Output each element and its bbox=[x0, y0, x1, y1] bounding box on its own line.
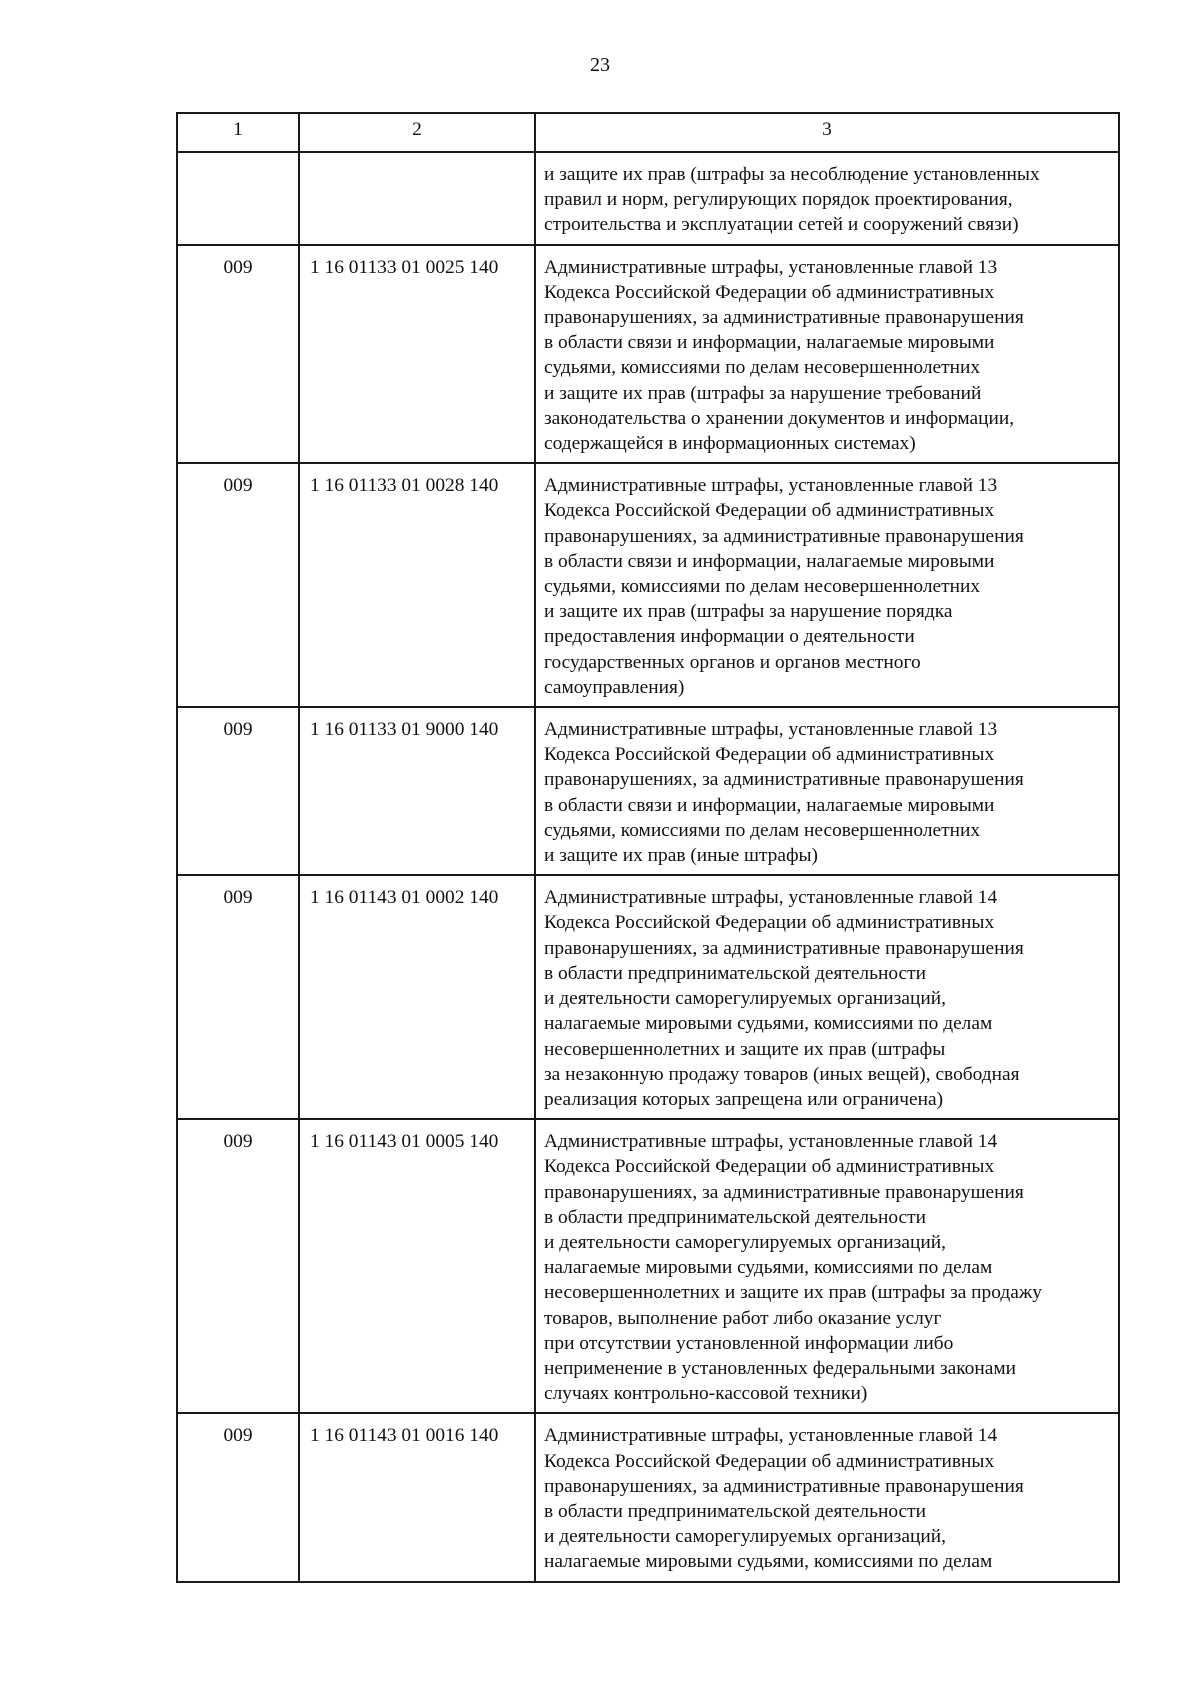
description-cell bbox=[535, 1413, 1119, 1581]
column-header-2: 2 bbox=[299, 113, 535, 152]
description-line: и деятельности саморегулируемых организаций, bbox=[544, 988, 946, 1010]
description-line: предоставления информации о деятельности bbox=[544, 626, 915, 648]
admin-code-cell: 009 bbox=[177, 1413, 299, 1581]
description-line: правонарушениях, за административные правонарушения bbox=[544, 937, 1024, 959]
kbk-code-cell bbox=[299, 152, 535, 245]
description-line: судьями, комиссиями по делам несовершеннолетних bbox=[544, 576, 981, 598]
table-row bbox=[177, 463, 1119, 707]
table-header-row bbox=[177, 113, 1119, 152]
description-line: самоуправления) bbox=[544, 676, 685, 698]
description-line: государственных органов и органов местного bbox=[544, 651, 921, 673]
description-line: в области связи и информации, налагаемые мировыми bbox=[544, 550, 995, 572]
description-line: несовершеннолетних и защите их прав (штрафы bbox=[544, 1038, 946, 1060]
description-line: и защите их прав (штрафы за нарушение требований bbox=[544, 382, 982, 404]
table-body bbox=[177, 152, 1119, 1582]
admin-code-cell: 009 bbox=[177, 1119, 299, 1413]
description-line: Кодекса Российской Федерации об административных bbox=[544, 1156, 995, 1178]
description-line: и деятельности саморегулируемых организаций, bbox=[544, 1231, 946, 1253]
description-line: и защите их прав (иные штрафы) bbox=[544, 845, 819, 867]
description-line: неприменение в установленных федеральными законами bbox=[544, 1357, 1017, 1379]
description-cell bbox=[535, 875, 1119, 1119]
table-row bbox=[177, 152, 1119, 245]
admin-code-cell: 009 bbox=[177, 875, 299, 1119]
description-line: правил и норм, регулирующих порядок проектирования, bbox=[544, 189, 1013, 211]
description-line: правонарушениях, за административные правонарушения bbox=[544, 307, 1024, 329]
description-line: правонарушениях, за административные правонарушения bbox=[544, 1475, 1024, 1497]
description-line: правонарушениях, за административные правонарушения bbox=[544, 1181, 1024, 1203]
kbk-code-cell: 1 16 01143 01 0016 140 bbox=[299, 1413, 535, 1581]
description-line: в области предпринимательской деятельности bbox=[544, 1206, 926, 1228]
description-line: строительства и эксплуатации сетей и сооружений связи) bbox=[544, 214, 1019, 236]
table-row bbox=[177, 707, 1119, 875]
description-line: Административные штрафы, установленные главой 14 bbox=[544, 887, 998, 909]
description-line: правонарушениях, за административные правонарушения bbox=[544, 769, 1024, 791]
description-line: в области связи и информации, налагаемые мировыми bbox=[544, 332, 995, 354]
admin-code-cell: 009 bbox=[177, 245, 299, 464]
description-line: в области предпринимательской деятельности bbox=[544, 962, 926, 984]
admin-code-cell bbox=[177, 152, 299, 245]
description-cell bbox=[535, 152, 1119, 245]
description-line: случаях контрольно-кассовой техники) bbox=[544, 1383, 868, 1405]
description-line: правонарушениях, за административные правонарушения bbox=[544, 525, 1024, 547]
table-row bbox=[177, 1413, 1119, 1581]
description-line: за незаконную продажу товаров (иных вещей), свободная bbox=[544, 1063, 1020, 1085]
description-line: товаров, выполнение работ либо оказание услуг bbox=[544, 1307, 942, 1329]
description-line: реализация которых запрещена или ограничена) bbox=[544, 1088, 944, 1110]
description-line: и деятельности саморегулируемых организаций, bbox=[544, 1526, 946, 1548]
description-line: судьями, комиссиями по делам несовершеннолетних bbox=[544, 357, 981, 379]
description-cell bbox=[535, 707, 1119, 875]
description-line: Административные штрафы, установленные главой 13 bbox=[544, 475, 998, 497]
description-cell bbox=[535, 245, 1119, 464]
description-line: содержащейся в информационных системах) bbox=[544, 433, 916, 455]
table-row bbox=[177, 875, 1119, 1119]
description-line: Кодекса Российской Федерации об административных bbox=[544, 912, 995, 934]
description-line: Административные штрафы, установленные главой 13 bbox=[544, 719, 998, 741]
description-line: Административные штрафы, установленные главой 14 bbox=[544, 1131, 998, 1153]
description-line: Административные штрафы, установленные главой 13 bbox=[544, 256, 998, 278]
description-line: судьями, комиссиями по делам несовершеннолетних bbox=[544, 819, 981, 841]
column-header-3: 3 bbox=[535, 113, 1119, 152]
column-header-1: 1 bbox=[177, 113, 299, 152]
description-cell bbox=[535, 1119, 1119, 1413]
description-line: и защите их прав (штрафы за несоблюдение установленных bbox=[544, 164, 1040, 185]
description-line: несовершеннолетних и защите их прав (штрафы за продажу bbox=[544, 1282, 1042, 1304]
description-cell bbox=[535, 463, 1119, 707]
description-line: налагаемые мировыми судьями, комиссиями по делам bbox=[544, 1257, 993, 1279]
admin-code-cell: 009 bbox=[177, 463, 299, 707]
description-line: Кодекса Российской Федерации об административных bbox=[544, 1450, 995, 1472]
table-row bbox=[177, 1119, 1119, 1413]
description-line: Кодекса Российской Федерации об административных bbox=[544, 281, 995, 303]
description-line: в области предпринимательской деятельности bbox=[544, 1500, 926, 1522]
description-line: Кодекса Российской Федерации об административных bbox=[544, 500, 995, 522]
kbk-code-cell: 1 16 01133 01 9000 140 bbox=[299, 707, 535, 875]
kbk-code-cell: 1 16 01143 01 0005 140 bbox=[299, 1119, 535, 1413]
description-line: при отсутствии установленной информации либо bbox=[544, 1332, 954, 1354]
description-line: в области связи и информации, налагаемые мировыми bbox=[544, 794, 995, 816]
kbk-code-cell: 1 16 01143 01 0002 140 bbox=[299, 875, 535, 1119]
page-number: 23 bbox=[590, 54, 610, 76]
description-line: и защите их прав (штрафы за нарушение порядка bbox=[544, 601, 953, 623]
description-line: Административные штрафы, установленные главой 14 bbox=[544, 1425, 998, 1447]
admin-code-cell: 009 bbox=[177, 707, 299, 875]
kbk-code-cell: 1 16 01133 01 0025 140 bbox=[299, 245, 535, 464]
description-line: налагаемые мировыми судьями, комиссиями по делам bbox=[544, 1551, 993, 1573]
description-line: налагаемые мировыми судьями, комиссиями по делам bbox=[544, 1013, 993, 1035]
kbk-code-cell: 1 16 01133 01 0028 140 bbox=[299, 463, 535, 707]
description-line: Кодекса Российской Федерации об административных bbox=[544, 744, 995, 766]
kbk-table bbox=[176, 112, 1120, 1583]
table-row bbox=[177, 245, 1119, 464]
description-line: законодательства о хранении документов и информации, bbox=[544, 407, 1015, 429]
